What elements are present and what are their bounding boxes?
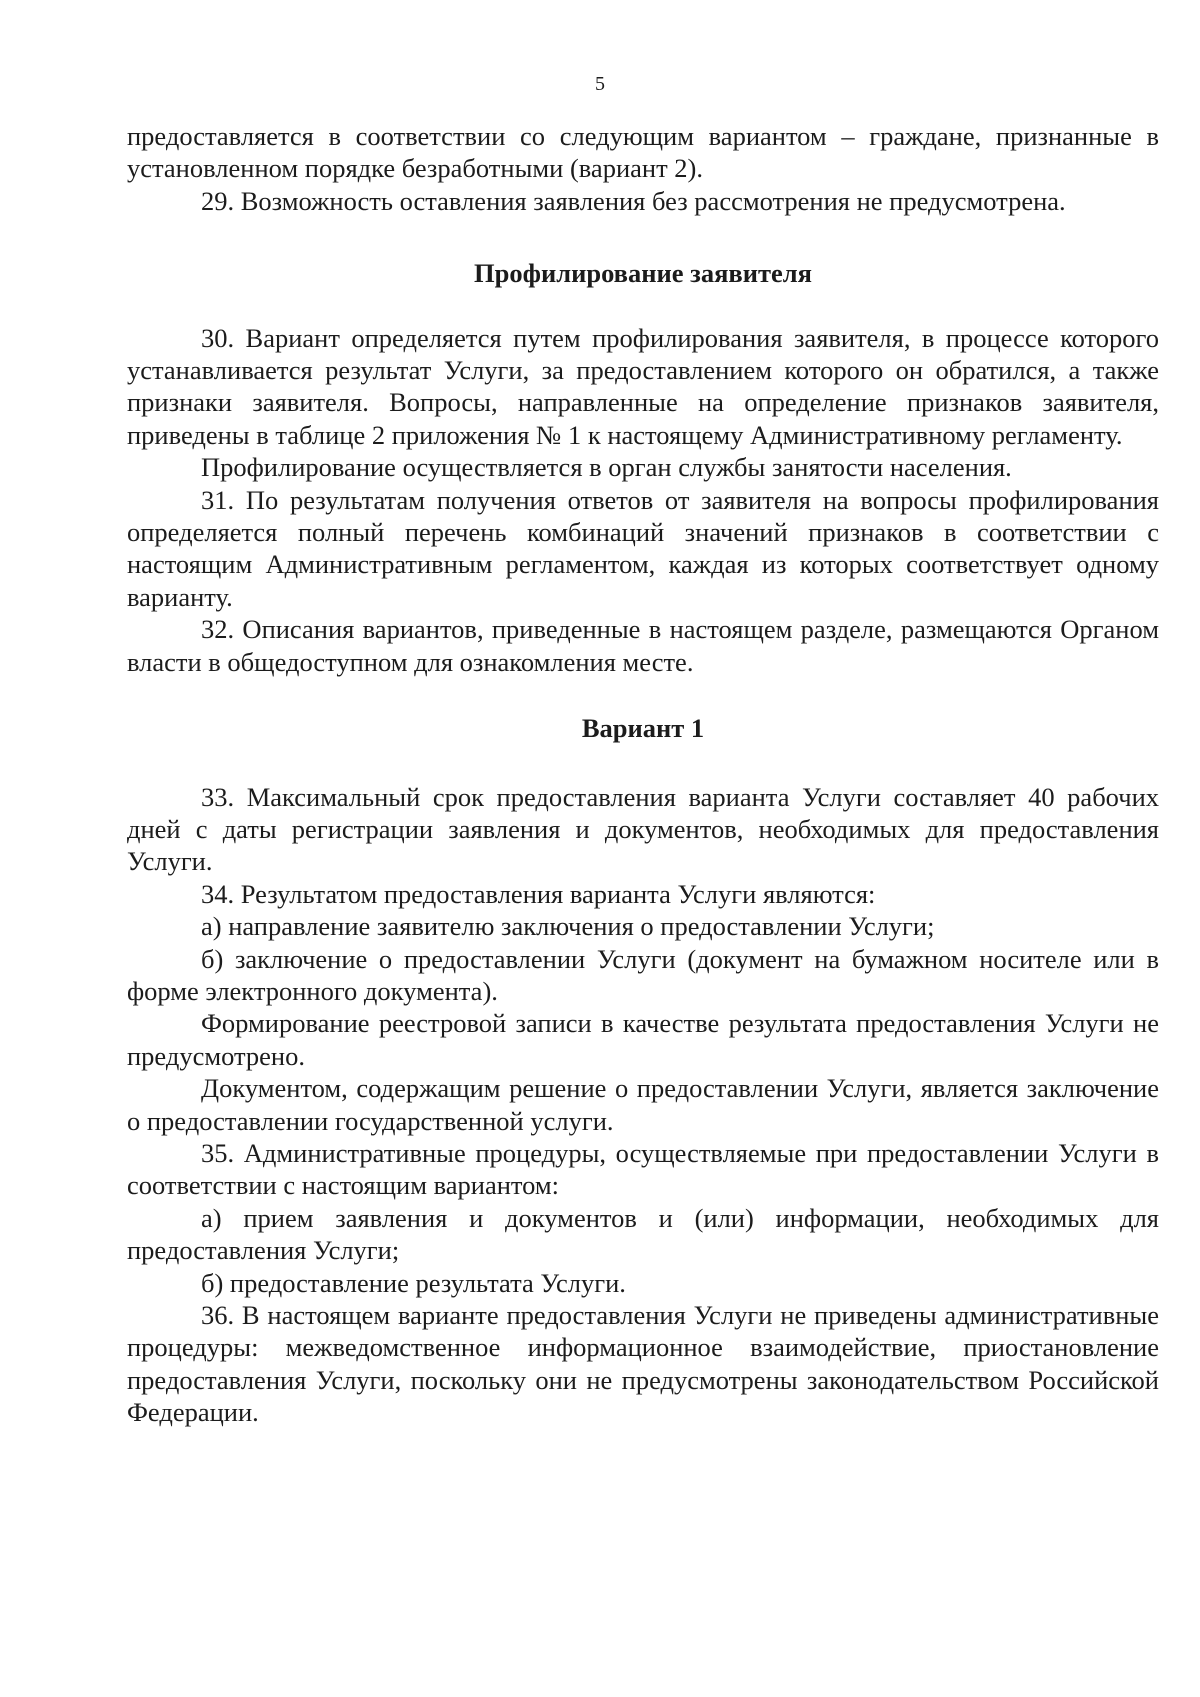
paragraph-31: 31. По результатам получения ответов от заявителя на вопросы профилирования определяется полный перечень комбинаций значений признаков в соответствии с настоящим Административным регламентом, каждая из которых соответствует одному варианту. <box>127 484 1159 612</box>
section-heading-variant-1: Вариант 1 <box>581 713 705 744</box>
paragraph-32: 32. Описания вариантов, приведенные в настоящем разделе, размещаются Органом власти в общедоступном для ознакомления месте. <box>127 614 1159 677</box>
page-number: 5 <box>595 73 605 95</box>
paragraph-36: 36. В настоящем варианте предоставления Услуги не приведены административные процедуры: межведомственное информационное взаимодействие, приостановление предоставления Услуги, поскольку они не предусмотрены законодательством Российской Федерации. <box>127 1300 1159 1428</box>
paragraph-34-a: а) направление заявителю заключения о предоставлении Услуги; <box>201 911 935 942</box>
section-heading-profiling: Профилирование заявителя <box>474 258 812 289</box>
paragraph-35: 35. Административные процедуры, осуществляемые при предоставлении Услуги в соответствии с настоящим вариантом: <box>127 1137 1159 1201</box>
paragraph-34: 34. Результатом предоставления варианта Услуги являются: <box>201 878 876 909</box>
paragraph-34-b: б) заключение о предоставлении Услуги (документ на бумажном носителе или в форме электронного документа). <box>127 943 1159 1006</box>
document-body <box>127 120 1159 1429</box>
paragraph-33: 33. Максимальный срок предоставления варианта Услуги составляет 40 рабочих дней с даты регистрации заявления и документов, необходимых для предоставления Услуги. <box>127 781 1159 877</box>
paragraph-registry-note: Формирование реестровой записи в качестве результата предоставления Услуги не предусмотрено. <box>127 1008 1159 1071</box>
paragraph-decision-document: Документом, содержащим решение о предоставлении Услуги, является заключение о предоставлении государственной услуги. <box>127 1073 1159 1136</box>
paragraph-29: 29. Возможность оставления заявления без рассмотрения не предусмотрена. <box>201 185 1066 216</box>
paragraph-30: 30. Вариант определяется путем профилирования заявителя, в процессе которого устанавливается результат Услуги, за предоставлением которого он обратился, а также признаки заявителя. Вопросы, направленные на определение признаков заявителя, приведены в таблице 2 приложения № 1 к настоящему Административному регламенту. <box>127 322 1159 450</box>
paragraph-35-b: б) предоставление результата Услуги. <box>201 1267 626 1298</box>
paragraph-30-note: Профилирование осуществляется в орган службы занятости населения. <box>201 452 1012 483</box>
paragraph-35-a: а) прием заявления и документов и (или) информации, необходимых для предоставления Услуги; <box>127 1202 1159 1266</box>
paragraph-continuation: предоставляется в соответствии со следующим вариантом – граждане, признанные в установленном порядке безработными (вариант 2). <box>127 121 1159 184</box>
